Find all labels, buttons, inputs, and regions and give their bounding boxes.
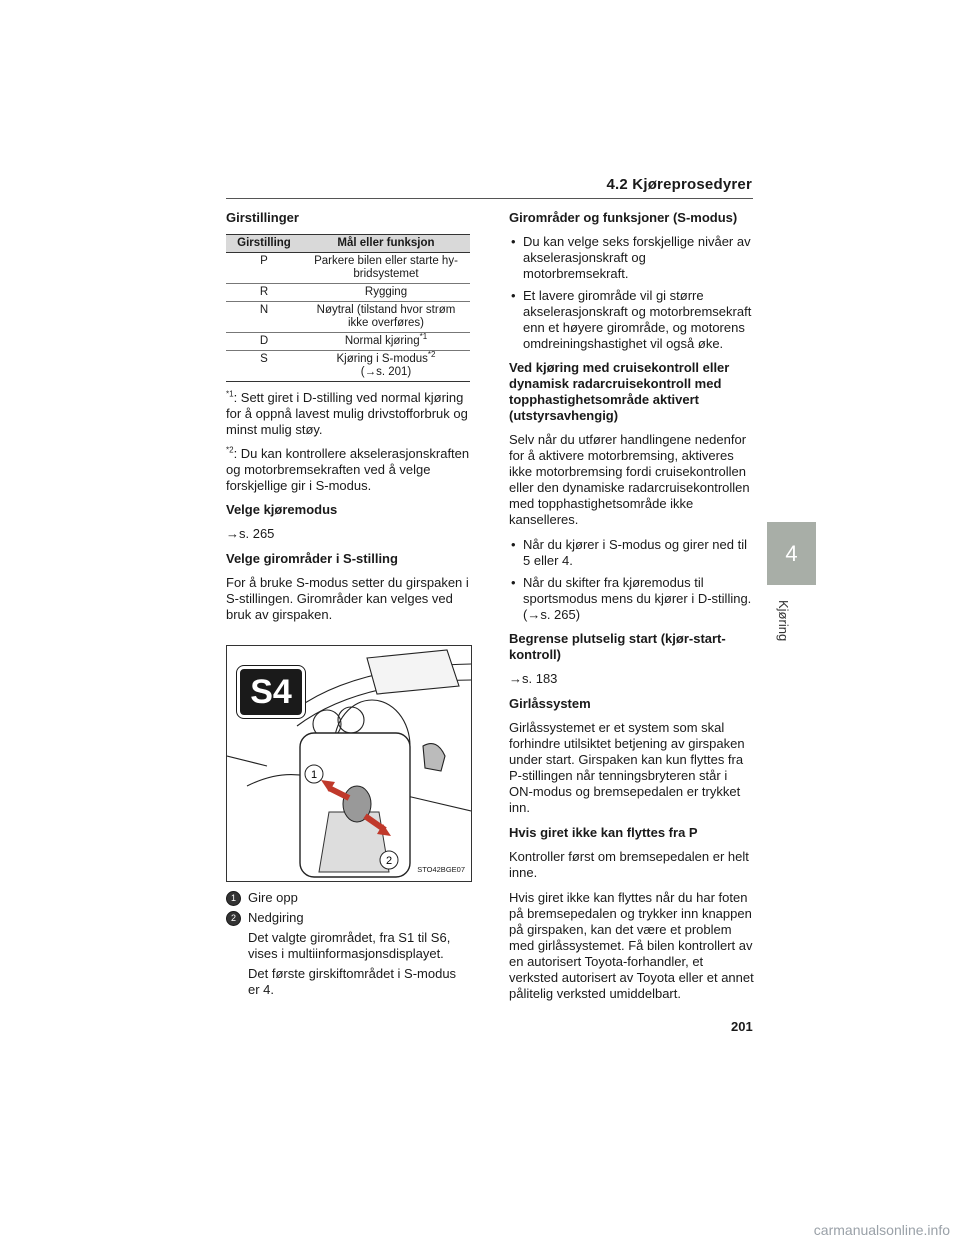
- list-item: • 1 Gire opp: [226, 890, 470, 906]
- brake-check-text: Kontroller først om bremsepedalen er helt inne.: [509, 849, 749, 880]
- right-column: [509, 210, 754, 1011]
- gear-range-heading: Velge girområder i S-stilling: [226, 551, 398, 566]
- page-number: 201: [731, 1019, 753, 1034]
- callout-detail-1: Det valgte girområdet, fra S1 til S6, vises i multiinformasjonsdisplayet.: [248, 930, 451, 961]
- gear-cell: S: [226, 351, 302, 382]
- footnote-marker: *1: [419, 332, 428, 342]
- function-cell: Nøytral (tilstand hvor strøm ikke overføres): [302, 302, 470, 333]
- s4-display-badge: S4: [237, 666, 305, 718]
- gear-cell: N: [226, 302, 302, 333]
- header-divider: [226, 198, 753, 199]
- callout-number: • 1: [226, 891, 241, 906]
- start-control-ref-link[interactable]: →s. 183: [509, 671, 558, 686]
- gear-range-text: For å bruke S-modus setter du girspaken i S-stillingen. Girområder kan velges ved bruk av girspaken.: [226, 575, 469, 622]
- callout-number: • 2: [226, 911, 241, 926]
- chapter-number: 4: [785, 540, 798, 566]
- s-mode-heading: Girområder og funksjoner (S-modus): [509, 210, 738, 225]
- list-item: • Når du skifter fra kjøremodus til sportsmodus mens du kjører i D-stilling. (→s. 265): [509, 575, 754, 623]
- footnote-2: $^{*2}$: Du kan kontrollere akselerasjonskraften og motorbremsekraften ved å velge forskjellige gir i S-modus.: [226, 445, 470, 493]
- table-row: [226, 333, 470, 351]
- dealer-advice-text: Hvis giret ikke kan flyttes når du har foten på bremsepedalen og trykker inn knappen på girspaken, kan det være et problem med girlåssystemet. Få bilen kontrollert av en autorisert Toyota-forhandler, et verksted autorisert av Toyota eller et annet pålitelig verksted umiddelbart.: [509, 890, 754, 1001]
- stuck-in-p-heading: Hvis giret ikke kan flyttes fra P: [509, 825, 698, 840]
- cruise-list: [509, 537, 754, 623]
- list-item: • Et lavere girområde vil gi større akselerasjonskraft og motorbremsekraft enn et høyere girområde, og motorens omdreiningshastighet vil også øke.: [509, 288, 754, 352]
- list-item: • Du kan velge seks forskjellige nivåer av akselerasjonskraft og motorbremsekraft.: [509, 234, 754, 282]
- table-row: [226, 284, 470, 302]
- drive-mode-heading: Velge kjøremodus: [226, 502, 338, 517]
- table-row: [226, 302, 470, 333]
- cruise-text: Selv når du utfører handlingene nedenfor for å aktivere motorbremsing, aktiveres ikke motorbremsing fordi cruisekontrollen eller den dynamiske radarcruisekontrollen med topphastighetsområde ikke kanselleres.: [509, 432, 750, 527]
- chapter-label: Kjøring: [776, 600, 791, 642]
- drive-mode-ref-link[interactable]: →s. 265: [226, 526, 275, 541]
- callout-2-marker: 2: [385, 855, 393, 867]
- list-item: • 2 Nedgiring: [226, 910, 470, 926]
- shift-lever-illustration: [226, 645, 472, 882]
- function-cell: Parkere bilen eller starte hy-bridsystemet: [302, 253, 470, 284]
- watermark: carmanualsonline.info: [813, 1222, 950, 1238]
- function-cell: Kjøring i S-modus$^{*2}$ (→s. 201): [302, 351, 470, 382]
- gear-cell: P: [226, 253, 302, 284]
- shift-lock-text: Girlåssystemet er et system som skal forhindre utilsiktet betjening av girspaken under start. Girspaken kan kun flyttes fra P-stillingen når tenningsbryteren står i ON-modus og bremsepedalen er trykket inn.: [509, 720, 745, 815]
- section-header: 4.2 Kjøreprosedyrer: [606, 176, 752, 193]
- left-column: [226, 210, 470, 1007]
- footnote-1: $^{*1}$: Sett giret i D-stilling ved normal kjøring for å oppnå lavest mulig drivstofforbruk og minst mulig støy.: [226, 389, 468, 437]
- col-header-gear: Girstilling: [226, 235, 302, 253]
- function-cell: Normal kjøring$^{*1}$: [302, 333, 470, 351]
- callout-1-marker: 1: [310, 769, 318, 781]
- s-mode-list: [509, 234, 754, 352]
- gear-positions-heading: Girstillinger: [226, 210, 299, 225]
- page-ref-link[interactable]: (→s. 201): [360, 366, 412, 378]
- gear-table-header: [226, 235, 470, 253]
- table-row: [226, 351, 470, 382]
- footnote-marker: *2: [427, 350, 436, 360]
- callout-detail-2: Det første girskiftområdet i S-modus er 4.: [248, 966, 457, 997]
- shift-lock-heading: Girlåssystem: [509, 696, 591, 711]
- function-cell: Rygging: [302, 284, 470, 302]
- cruise-heading: Ved kjøring med cruisekontroll eller dynamisk radarcruisekontroll med topphastighetsområde aktivert (utstyrsavhengig): [509, 360, 730, 423]
- callout-list: [226, 890, 470, 926]
- chapter-tab: [767, 522, 816, 585]
- list-item: • Når du kjører i S-modus og girer ned til 5 eller 4.: [509, 537, 754, 569]
- gear-cell: R: [226, 284, 302, 302]
- figure-code: STO42BGE07: [417, 865, 465, 874]
- start-control-heading: Begrense plutselig start (kjør-start-kontroll): [509, 631, 726, 662]
- inset-zoom-lever: [299, 732, 411, 878]
- col-header-function: Mål eller funksjon: [302, 235, 470, 253]
- gear-cell: D: [226, 333, 302, 351]
- gear-table: [226, 234, 470, 382]
- table-row: [226, 253, 470, 284]
